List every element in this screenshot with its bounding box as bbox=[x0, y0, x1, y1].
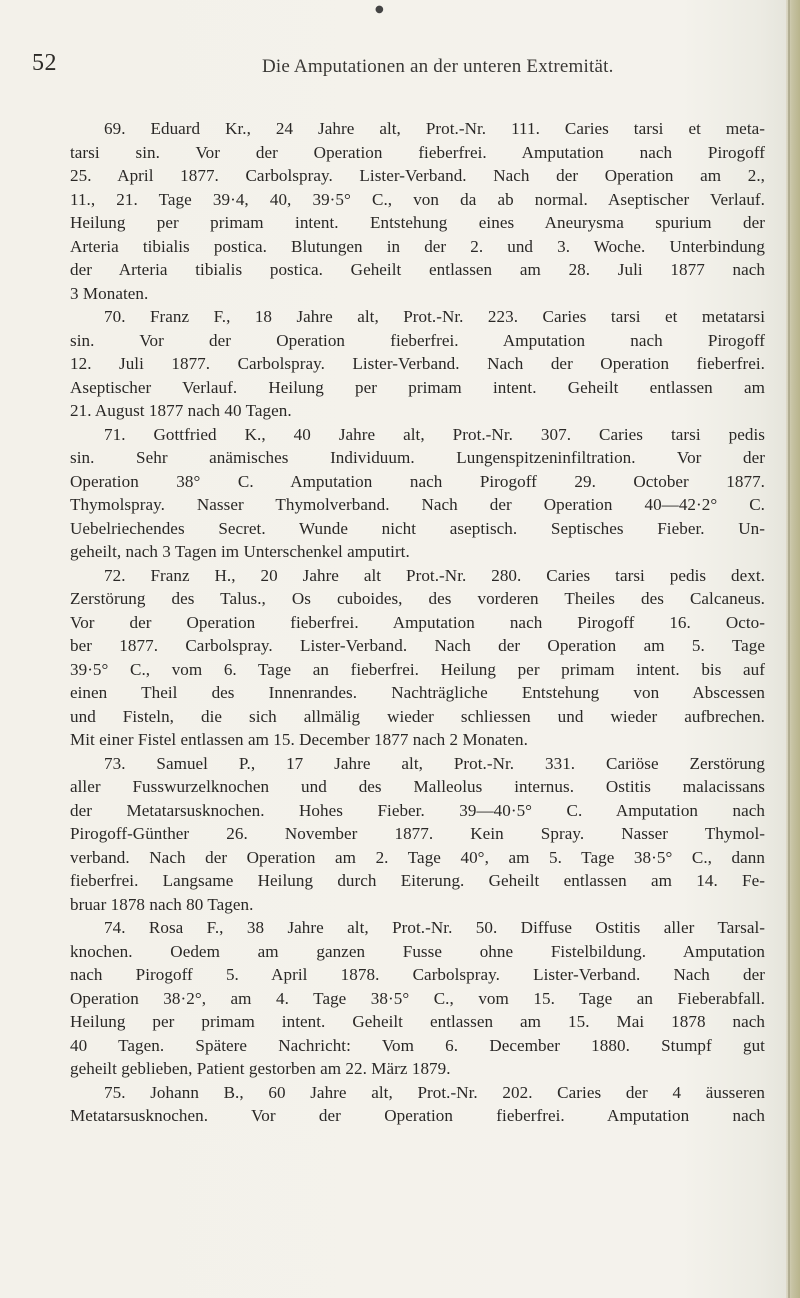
text-line: Vor der Operation fieberfrei. Amputation nach Pirogoff 16. Octo- bbox=[70, 612, 765, 632]
text-line: Thymolspray. Nasser Thymolverband. Nach der Operation 40—42·2° C. bbox=[70, 495, 765, 514]
text-line: 73. Samuel P., 17 Jahre alt, Prot.-Nr. 331. Cariöse Zerstörung bbox=[104, 753, 765, 773]
text-line: 72. Franz H., 20 Jahre alt Prot.-Nr. 280. Caries tarsi pedis dext. bbox=[104, 565, 765, 585]
case-paragraph bbox=[70, 916, 765, 1081]
page-edge-line bbox=[788, 0, 790, 1298]
case-paragraph bbox=[70, 117, 765, 305]
case-paragraph bbox=[70, 423, 765, 564]
case-paragraph bbox=[70, 305, 765, 423]
text-line: der Metatarsusknochen. Hohes Fieber. 39—40·5° C. Amputation nach bbox=[70, 800, 765, 820]
text-line: 25. April 1877. Carbolspray. Lister-Verband. Nach der Operation am 2., bbox=[70, 166, 765, 185]
text-line: sin. Sehr anämisches Individuum. Lungenspitzeninfiltration. Vor der bbox=[70, 448, 765, 467]
text-line: Uebelriechendes Secret. Wunde nicht aseptisch. Septisches Fieber. Un- bbox=[70, 518, 765, 538]
case-paragraph bbox=[70, 1081, 765, 1128]
text-line: Arteria tibialis postica. Blutungen in der 2. und 3. Woche. Unterbindung bbox=[70, 236, 765, 256]
text-line: geheilt geblieben, Patient gestorben am 22. März 1879. bbox=[70, 1059, 451, 1078]
text-line: Operation 38° C. Amputation nach Pirogoff 29. October 1877. bbox=[70, 471, 765, 491]
text-line: ber 1877. Carbolspray. Lister-Verband. Nach der Operation am 5. Tage bbox=[70, 636, 765, 655]
text-line: 39·5° C., vom 6. Tage an fieberfrei. Heilung per primam intent. bis auf bbox=[70, 659, 765, 679]
text-line: sin. Vor der Operation fieberfrei. Amputation nach Pirogoff bbox=[70, 330, 765, 350]
text-line: 11., 21. Tage 39·4, 40, 39·5° C., von da ab normal. Aseptischer Verlauf. bbox=[70, 189, 765, 209]
text-line: knochen. Oedem am ganzen Fusse ohne Fistelbildung. Amputation bbox=[70, 941, 765, 961]
text-line: nach Pirogoff 5. April 1878. Carbolspray. Lister-Verband. Nach der bbox=[70, 965, 765, 984]
text-line: und Fisteln, die sich allmälig wieder schliessen und wieder aufbrechen. bbox=[70, 706, 765, 726]
text-line: Operation 38·2°, am 4. Tage 38·5° C., vom 15. Tage an Fieberabfall. bbox=[70, 988, 765, 1008]
text-line: Aseptischer Verlauf. Heilung per primam intent. Geheilt entlassen am bbox=[70, 377, 765, 397]
text-line: 71. Gottfried K., 40 Jahre alt, Prot.-Nr. 307. Caries tarsi pedis bbox=[104, 424, 765, 444]
bullet-mark: ● bbox=[375, 4, 384, 15]
text-line: 12. Juli 1877. Carbolspray. Lister-Verband. Nach der Operation fieberfrei. bbox=[70, 354, 765, 373]
text-line: 40 Tagen. Spätere Nachricht: Vom 6. December 1880. Stumpf gut bbox=[70, 1035, 765, 1055]
case-paragraph bbox=[70, 752, 765, 917]
text-line: 21. August 1877 nach 40 Tagen. bbox=[70, 401, 292, 420]
text-line: Heilung per primam intent. Geheilt entlassen am 15. Mai 1878 nach bbox=[70, 1012, 765, 1031]
text-line: 70. Franz F., 18 Jahre alt, Prot.-Nr. 223. Caries tarsi et metatarsi bbox=[104, 307, 765, 326]
case-paragraph bbox=[70, 564, 765, 752]
text-line: 69. Eduard Kr., 24 Jahre alt, Prot.-Nr. 111. Caries tarsi et meta- bbox=[104, 119, 765, 138]
page-header bbox=[32, 50, 772, 84]
running-head: Die Amputationen an der unteren Extremität. bbox=[262, 56, 614, 77]
text-line: Metatarsusknochen. Vor der Operation fieberfrei. Amputation nach bbox=[70, 1106, 765, 1125]
text-line: 75. Johann B., 60 Jahre alt, Prot.-Nr. 202. Caries der 4 äusseren bbox=[104, 1082, 765, 1102]
text-line: bruar 1878 nach 80 Tagen. bbox=[70, 894, 254, 914]
text-line: der Arteria tibialis postica. Geheilt entlassen am 28. Juli 1877 nach bbox=[70, 260, 765, 279]
text-line: 74. Rosa F., 38 Jahre alt, Prot.-Nr. 50. Diffuse Ostitis aller Tarsal- bbox=[104, 918, 765, 937]
text-line: einen Theil des Innenrandes. Nachträgliche Entstehung von Abscessen bbox=[70, 683, 765, 702]
text-line: fieberfrei. Langsame Heilung durch Eiterung. Geheilt entlassen am 14. Fe- bbox=[70, 871, 765, 890]
text-line: tarsi sin. Vor der Operation fieberfrei. Amputation nach Pirogoff bbox=[70, 142, 765, 162]
page-number: 52 bbox=[32, 50, 57, 76]
text-line: Pirogoff-Günther 26. November 1877. Kein Spray. Nasser Thymol- bbox=[70, 824, 765, 843]
body-text bbox=[70, 117, 765, 1128]
text-line: Heilung per primam intent. Entstehung eines Aneurysma spurium der bbox=[70, 213, 765, 232]
text-line: verband. Nach der Operation am 2. Tage 40°, am 5. Tage 38·5° C., dann bbox=[70, 847, 765, 867]
text-line: Zerstörung des Talus., Os cuboides, des vorderen Theiles des Calcaneus. bbox=[70, 589, 765, 608]
text-line: 3 Monaten. bbox=[70, 283, 149, 303]
text-line: Mit einer Fistel entlassen am 15. December 1877 nach 2 Monaten. bbox=[70, 730, 528, 749]
text-line: geheilt, nach 3 Tagen im Unterschenkel amputirt. bbox=[70, 542, 410, 561]
text-line: aller Fusswurzelknochen und des Malleolus internus. Ostitis malacissans bbox=[70, 777, 765, 796]
